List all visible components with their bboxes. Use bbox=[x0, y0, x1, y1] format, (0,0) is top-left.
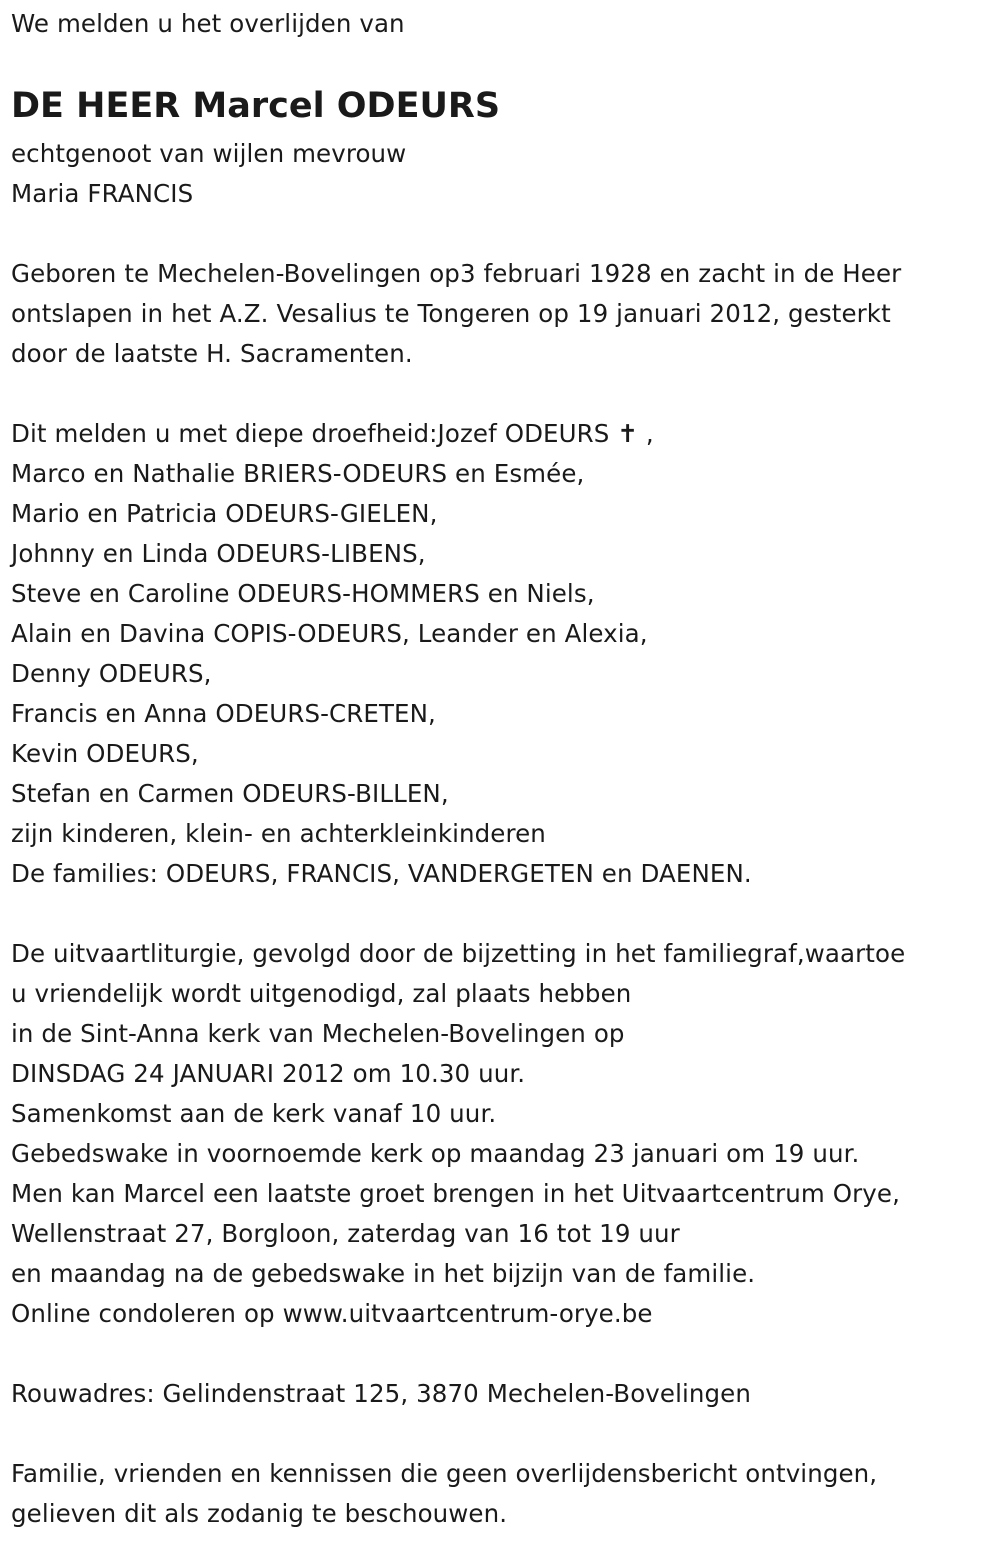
deceased-name: DE HEER Marcel ODEURS bbox=[11, 86, 501, 126]
closing-line: Familie, vrienden en kennissen die geen overlijdensbericht ontvingen, bbox=[11, 1459, 878, 1488]
funeral-line: Online condoleren op www.uitvaartcentrum-orye.be bbox=[11, 1299, 653, 1328]
family-intro-line bbox=[11, 414, 752, 454]
family-line: Alain en Davina COPIS-ODEURS, Leander en Alexia, bbox=[11, 619, 648, 648]
funeral-line: in de Sint-Anna kerk van Mechelen-Bovelingen op bbox=[11, 1019, 625, 1048]
family-line: Johnny en Linda ODEURS-LIBENS, bbox=[11, 539, 426, 568]
funeral-line: De uitvaartliturgie, gevolgd door de bijzetting in het familiegraf,waartoe bbox=[11, 939, 906, 968]
family-intro-suffix: , bbox=[637, 419, 654, 448]
funeral-line: Samenkomst aan de kerk vanaf 10 uur. bbox=[11, 1099, 497, 1128]
family-line: Kevin ODEURS, bbox=[11, 739, 199, 768]
spouse-line-1: echtgenoot van wijlen mevrouw bbox=[11, 139, 407, 168]
family-line: Marco en Nathalie BRIERS-ODEURS en Esmée, bbox=[11, 459, 585, 488]
spouse-line-2: Maria FRANCIS bbox=[11, 179, 194, 208]
closing-line: gelieven dit als zodanig te beschouwen. bbox=[11, 1499, 508, 1528]
birth-death-line: ontslapen in het A.Z. Vesalius te Tongeren op 19 januari 2012, gesterkt bbox=[11, 299, 891, 328]
family-line: De families: ODEURS, FRANCIS, VANDERGETEN en DAENEN. bbox=[11, 859, 752, 888]
address-section bbox=[11, 1374, 751, 1414]
birth-death-section bbox=[11, 254, 901, 374]
closing-section bbox=[11, 1454, 877, 1534]
family-line: Francis en Anna ODEURS-CRETEN, bbox=[11, 699, 436, 728]
birth-death-line: door de laatste H. Sacramenten. bbox=[11, 339, 413, 368]
family-line: zijn kinderen, klein- en achterkleinkinderen bbox=[11, 819, 546, 848]
funeral-section bbox=[11, 934, 905, 1334]
spouse-section bbox=[11, 134, 406, 214]
family-intro-text: Dit melden u met diepe droefheid:Jozef ODEURS bbox=[11, 419, 618, 448]
funeral-line: u vriendelijk wordt uitgenodigd, zal plaats hebben bbox=[11, 979, 632, 1008]
birth-death-line: Geboren te Mechelen-Bovelingen op3 februari 1928 en zacht in de Heer bbox=[11, 259, 902, 288]
family-line: Denny ODEURS, bbox=[11, 659, 212, 688]
funeral-line: en maandag na de gebedswake in het bijzijn van de familie. bbox=[11, 1259, 756, 1288]
intro-text: We melden u het overlijden van bbox=[11, 9, 405, 38]
funeral-line: Wellenstraat 27, Borgloon, zaterdag van 16 tot 19 uur bbox=[11, 1219, 680, 1248]
family-line: Steve en Caroline ODEURS-HOMMERS en Niels, bbox=[11, 579, 595, 608]
funeral-line: DINSDAG 24 JANUARI 2012 om 10.30 uur. bbox=[11, 1059, 526, 1088]
family-line: Mario en Patricia ODEURS-GIELEN, bbox=[11, 499, 438, 528]
funeral-line: Gebedswake in voornoemde kerk op maandag 23 januari om 19 uur. bbox=[11, 1139, 860, 1168]
cross-icon: ✝ bbox=[617, 419, 638, 448]
mourning-address: Rouwadres: Gelindenstraat 125, 3870 Mechelen-Bovelingen bbox=[11, 1379, 751, 1408]
family-line: Stefan en Carmen ODEURS-BILLEN, bbox=[11, 779, 449, 808]
family-section bbox=[11, 414, 752, 894]
funeral-line: Men kan Marcel een laatste groet brengen in het Uitvaartcentrum Orye, bbox=[11, 1179, 900, 1208]
